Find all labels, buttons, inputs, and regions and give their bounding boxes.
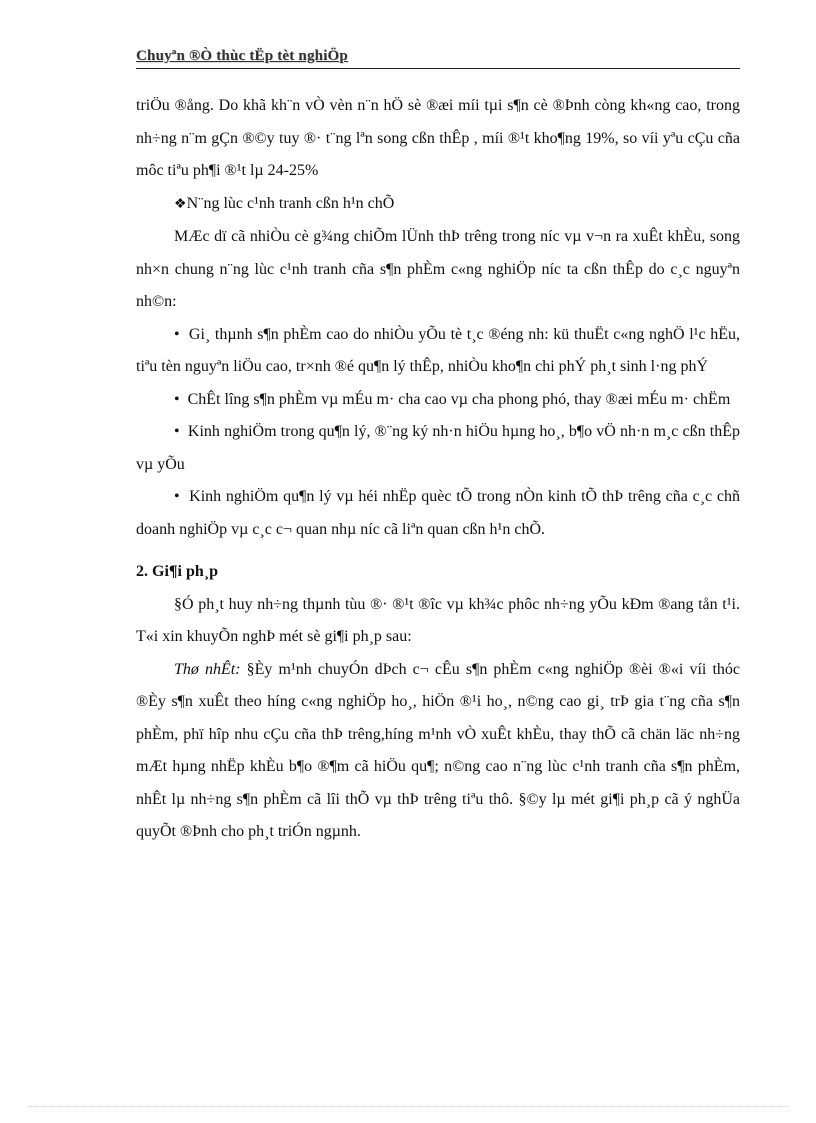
page-header-title: Chuyªn ®Ò thùc tËp tèt nghiÖp [136, 48, 348, 64]
section-title: 2. Gi¶i ph¸p [136, 563, 218, 580]
paragraph-4-text: §Èy m¹nh chuyÓn dÞch c¬ cÊu s¶n phÈm c«ng nghiÖp ®èi ®«i víi thóc ®Èy s¶n xuÊt theo híng c«ng nghiÖp ho¸, hiÖn ®¹i ho¸, n©ng cao gi¸ trÞ gia t¨ng cña s¶n phÈm, phï hîp nhu cÇu cña thÞ trêng,híng m¹nh vÒ xuÊt khÈu, thay thÕ cã chän läc nh÷ng mÆt hµng nhËp khÈu b¶o ®¶m cã hiÖu qu¶; n©ng cao n¨ng lùc c¹nh tranh cña s¶n phÈm, nhÊt lµ nh÷ng s¶n phÈm cã lîi thÕ vµ thÞ trêng tiªu thô. §©y lµ mét gi¶i ph¸p cã ý nghÜa quyÕt ®Þnh cho ph¸t triÓn ngµnh. [136, 660, 740, 840]
bullet-item-1 [136, 319, 740, 384]
bullet-icon: • [174, 488, 180, 505]
paragraph-3: §Ó ph¸t huy nh÷ng thµnh tùu ®· ®¹t ®îc vµ kh¾c phôc nh÷ng yÕu kÐm ®ang tån t¹i. T«i xin khuyÕn nghÞ mét sè gi¶i ph¸p sau: [136, 595, 740, 645]
bullet-text: Gi¸ thµnh s¶n phÈm cao do nhiÒu yÕu tè t¸c ®éng nh: kü thuËt c«ng nghÖ l¹c hËu, tiªu tèn nguyªn liÖu cao, tr×nh ®é qu¶n lý thÊp, nhiÒu kho¶n chi phÝ ph¸t sinh l·ng phÝ [136, 325, 741, 375]
bullet-icon: • [174, 390, 180, 408]
header-divider [136, 68, 740, 69]
subheading-limit-text: N¨ng lùc c¹nh tranh cßn h¹n chÕ [186, 194, 395, 212]
bullet-item-3 [136, 416, 740, 481]
diamond-bullet-icon: ❖ [174, 196, 187, 212]
bullet-text: ChÊt lîng s¶n phÈm vµ mÉu m· cha cao vµ cha phong phó, thay ®æi mÉu m· chËm [187, 390, 731, 408]
bullet-item-4 [136, 481, 740, 546]
paragraph-4 [136, 654, 740, 849]
bullet-text: Kinh nghiÖm trong qu¶n lý, ®¨ng ký nh·n hiÖu hµng ho¸, b¶o vÖ nh·n m¸c cßn thÊp vµ yÕu [136, 423, 740, 473]
paragraph-4-lead: Thø nhÊt: [174, 660, 241, 678]
paragraph-2: MÆc dï cã nhiÒu cè g¾ng chiÕm lÜnh thÞ trêng trong níc vµ v¬n ra xuÊt khÈu, song nh×n chung n¨ng lùc c¹nh tranh cña s¶n phÈm c«ng nghiÖp níc ta cßn thÊp do c¸c nguyªn nh©n: [136, 228, 740, 310]
paragraph-1: triÖu ®ång. Do khã kh¨n vÒ vèn n¨n hÖ sè ®æi míi tµi s¶n cè ®Þnh còng kh«ng cao, trong nh÷ng n¨m gÇn ®©y tuy ®· t¨ng lªn song cßn thÊp , míi ®¹t kho¶ng 19%, so víi yªu cÇu cña môc tiªu ph¶i ®¹t lµ 24-25% [136, 97, 740, 179]
document-body [136, 90, 740, 849]
subheading-limit [136, 188, 740, 222]
page-bottom-border [28, 1106, 788, 1107]
bullet-icon: • [174, 423, 180, 440]
bullet-icon: • [174, 325, 180, 343]
bullet-text: Kinh nghiÖm qu¶n lý vµ héi nhËp quèc tÕ trong nÒn kinh tÕ thÞ trêng cña c¸c chñ doanh nghiÖp vµ c¸c c¬ quan nhµ níc cã liªn quan cßn h¹n chÕ. [136, 488, 740, 538]
bullet-item-2 [136, 384, 740, 417]
